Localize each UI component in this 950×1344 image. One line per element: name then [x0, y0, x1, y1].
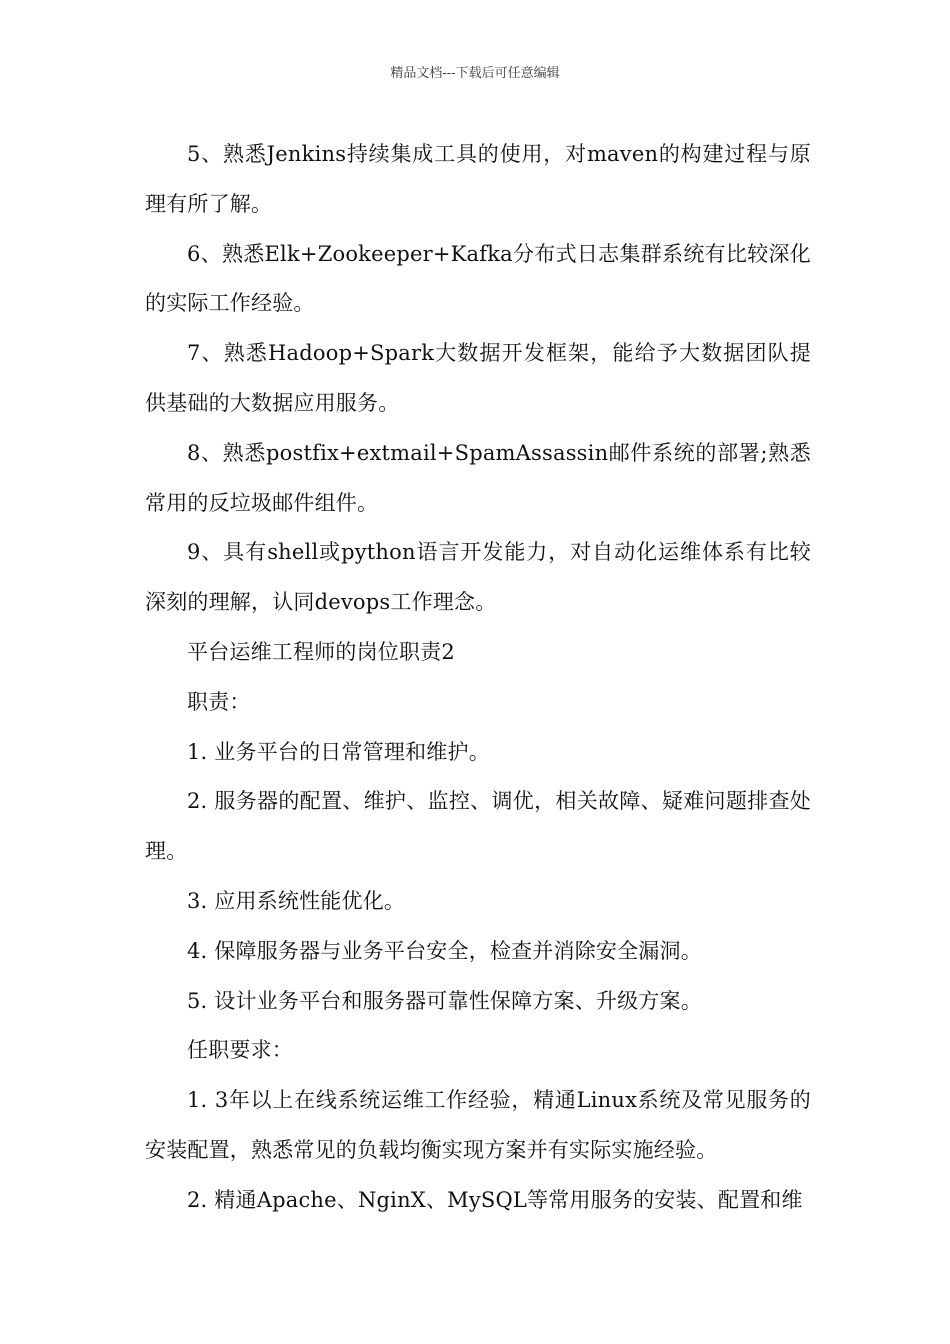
requirement-item-2: 2. 精通Apache、NginX、MySQL等常用服务的安装、配置和维: [187, 1187, 803, 1212]
paragraph-shell-python: 9、具有shell或python语言开发能力，对自动化运维体系有比较深刻的理解，认同devops工作理念。: [145, 540, 811, 615]
responsibility-item-2: 2. 服务器的配置、维护、监控、调优，相关故障、疑难问题排查处理。: [145, 789, 811, 864]
page-header: 精品文档---下载后可任意编辑: [390, 66, 560, 81]
paragraph-postfix: 8、熟悉postfix+extmail+SpamAssassin邮件系统的部署;熟悉常用的反垃圾邮件组件。: [145, 440, 811, 515]
responsibility-item-5: 5. 设计业务平台和服务器可靠性保障方案、升级方案。: [187, 988, 702, 1013]
paragraph-hadoop: 7、熟悉Hadoop+Spark大数据开发框架，能给予大数据团队提供基础的大数据应用服务。: [145, 341, 811, 415]
responsibility-item-1: 1. 业务平台的日常管理和维护。: [187, 739, 490, 764]
responsibilities-heading: 职责：: [187, 689, 251, 714]
section-title: 平台运维工程师的岗位职责2: [187, 639, 455, 664]
document-body: [145, 130, 811, 1226]
requirement-item-1: 1. 3年以上在线系统运维工作经验，精通Linux系统及常见服务的安装配置，熟悉常见的负载均衡实现方案并有实际实施经验。: [145, 1088, 811, 1162]
requirements-heading: 任职要求：: [187, 1038, 293, 1063]
paragraph-jenkins: 5、熟悉Jenkins持续集成工具的使用，对maven的构建过程与原理有所了解。: [145, 142, 811, 216]
responsibility-item-4: 4. 保障服务器与业务平台安全，检查并消除安全漏洞。: [187, 938, 702, 963]
responsibility-item-3: 3. 应用系统性能优化。: [187, 888, 406, 913]
paragraph-elk: 6、熟悉Elk+Zookeeper+Kafka分布式日志集群系统有比较深化的实际工作经验。: [145, 241, 811, 316]
